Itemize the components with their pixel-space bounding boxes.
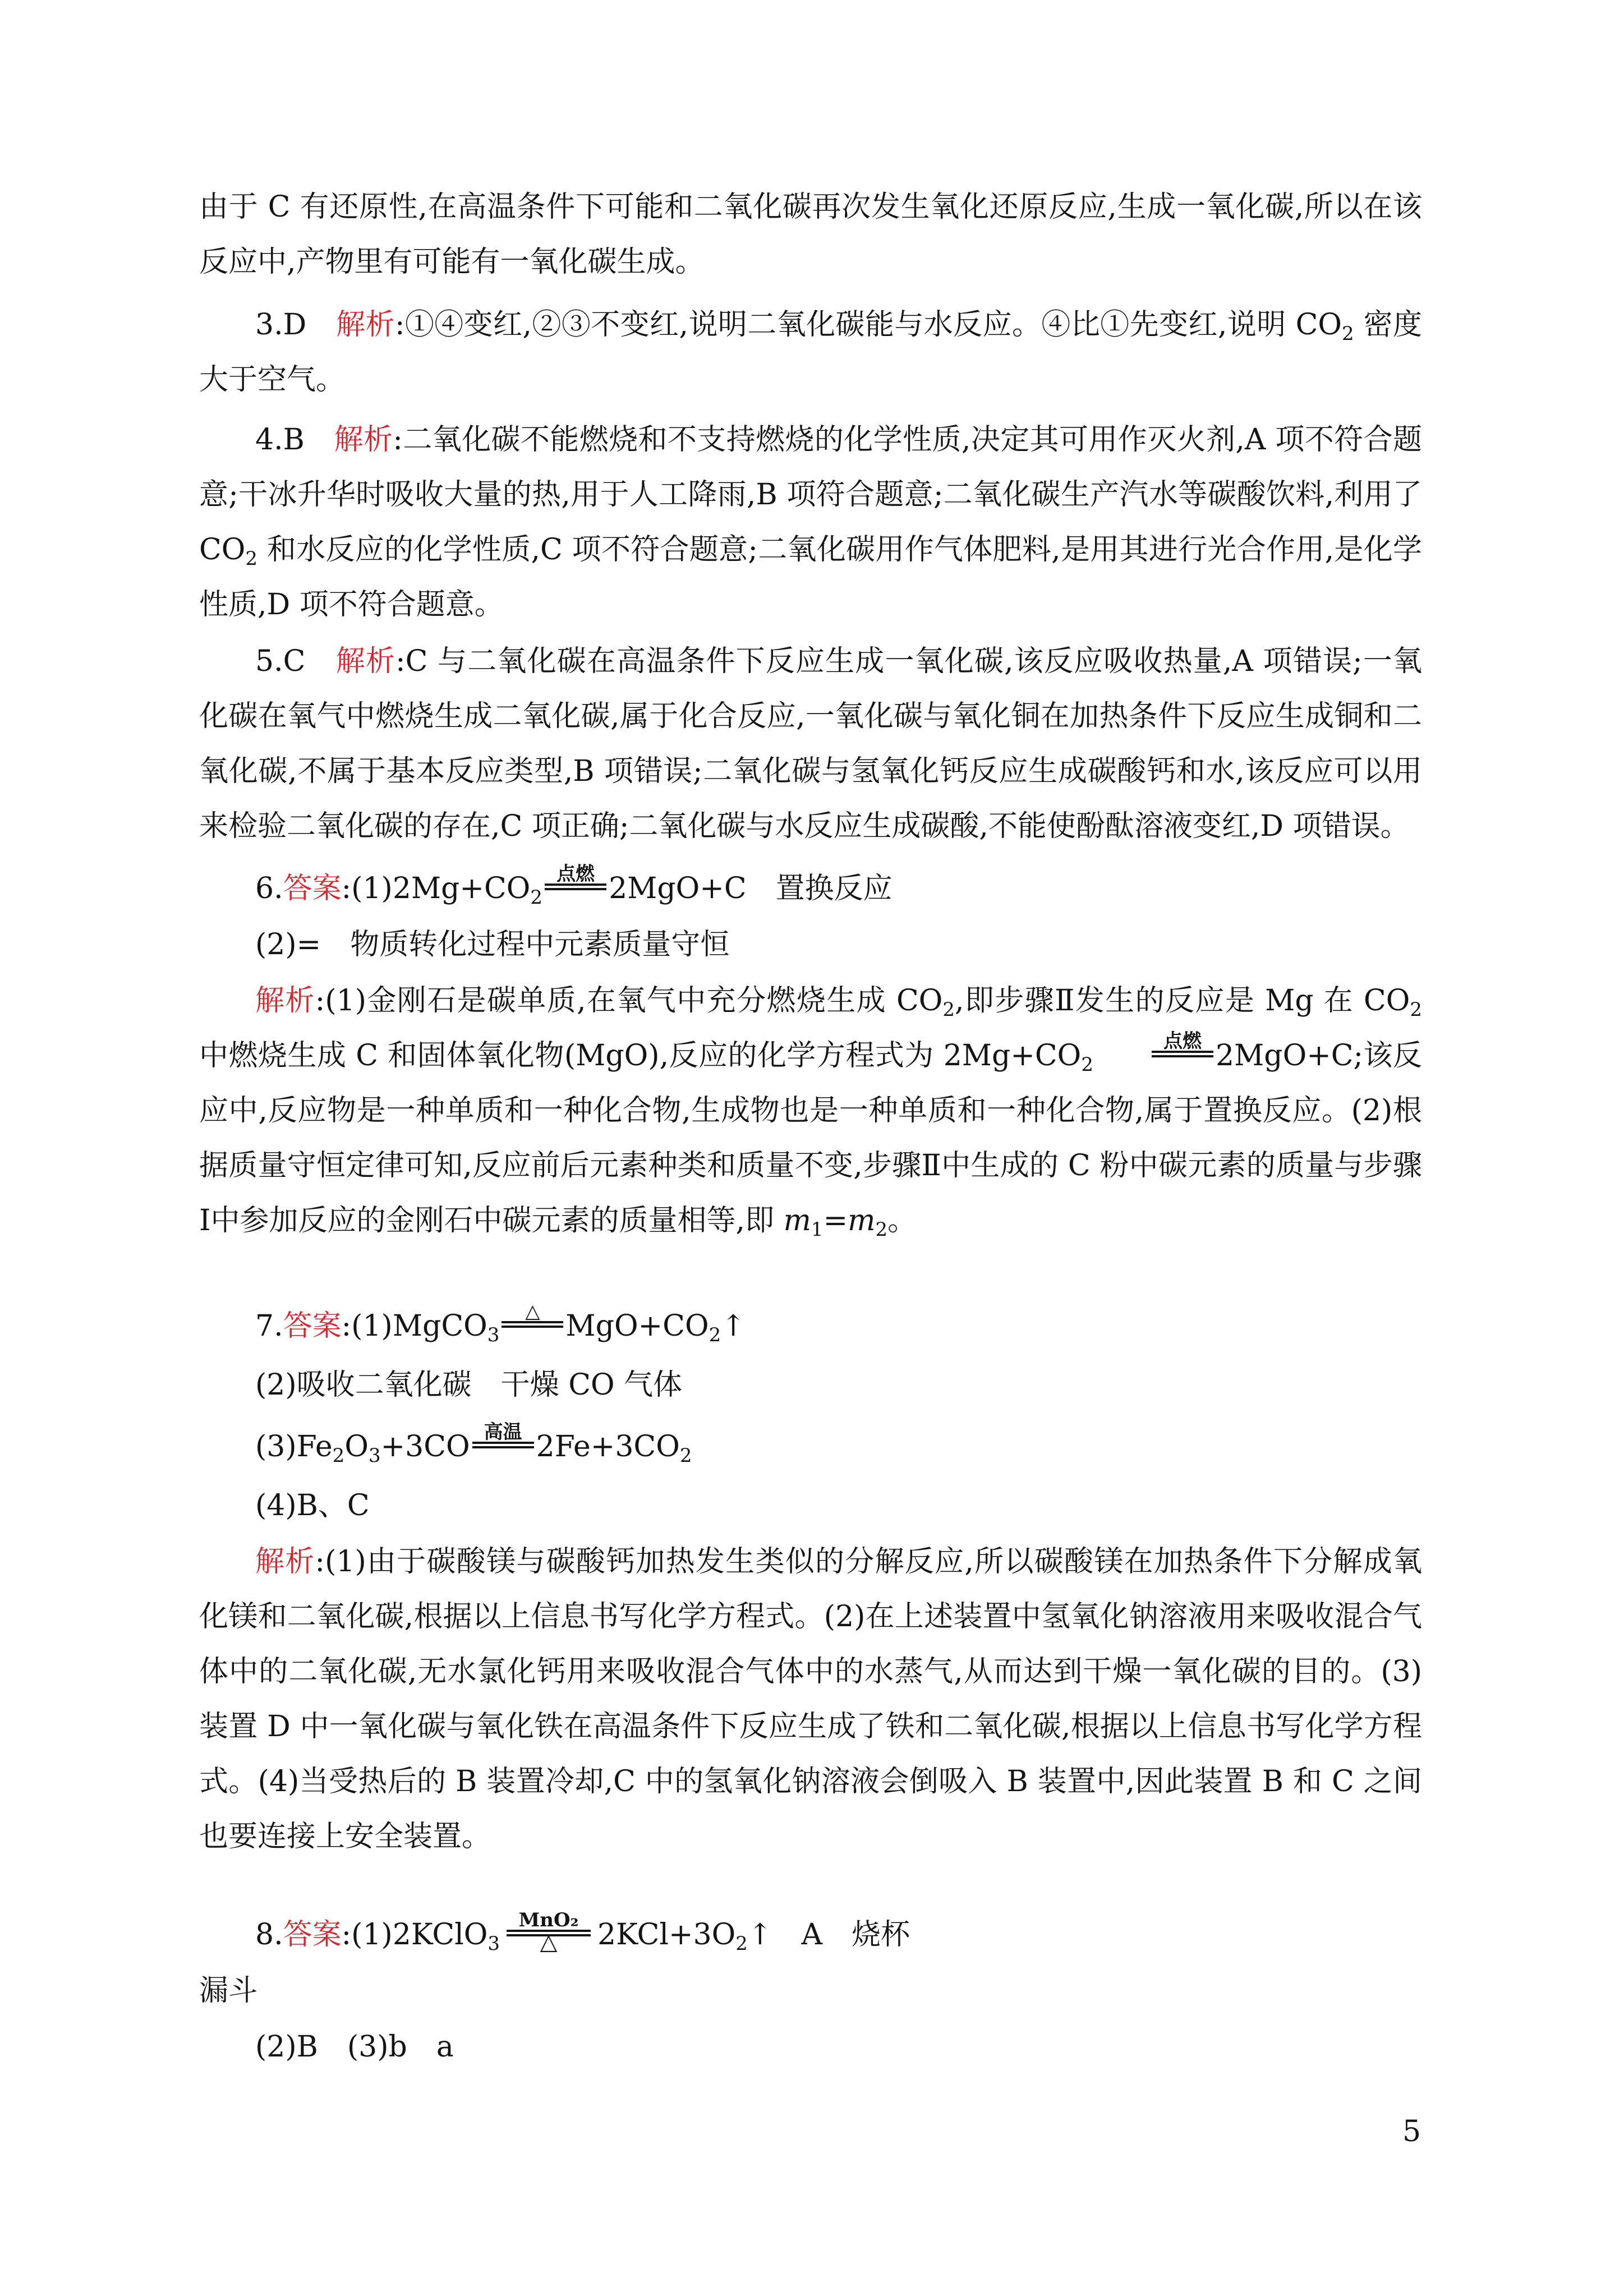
text-run: 和水反应的化学性质,C 项不符合题意;二氧化碳用作气体肥料,是用其进行光合作用,是化学性质,D 项不符合题意。 <box>199 533 1422 622</box>
answer-7-explanation <box>199 1534 1422 1864</box>
answer-3 <box>199 297 1422 407</box>
text-run: 2Fe+3CO <box>536 1430 680 1464</box>
reaction-condition <box>545 861 606 916</box>
analysis-label: 解析 <box>255 984 315 1018</box>
analysis-label: 解析 <box>334 423 393 457</box>
text-run: 6. <box>255 872 283 905</box>
reaction-condition <box>472 1419 534 1474</box>
answer-8-line-1 <box>255 1907 910 1962</box>
reaction-condition <box>502 1299 563 1354</box>
text-run: 8. <box>255 1918 283 1952</box>
catalyst-label: MnO₂ <box>518 1909 579 1931</box>
subscript: 2 <box>530 886 543 909</box>
analysis-label: 解析 <box>255 1545 315 1579</box>
subscript: 3 <box>487 1324 500 1346</box>
paragraph-continuation <box>199 180 1422 289</box>
text-run: (4)B、C <box>255 1489 370 1522</box>
subscript: 2 <box>1081 1053 1093 1076</box>
answer-6-line-1 <box>255 861 892 916</box>
text-run: ↑ A 烧杯 <box>747 1918 910 1952</box>
reaction-condition <box>1096 1028 1213 1083</box>
text-run: :①④变红,②③不变红,说明二氧化碳能与水反应。④比①先变红,说明 CO <box>394 308 1342 342</box>
condition-label: △ <box>525 1300 540 1323</box>
text-run: ,即步骤Ⅱ发生的反应是 Mg 在 CO <box>955 984 1410 1018</box>
analysis-label: 答案 <box>283 1918 342 1952</box>
condition-label: 点燃 <box>1163 1030 1202 1052</box>
text-run: = <box>823 1204 848 1237</box>
text-run: 2MgO+C;该反应中,反应物是一种单质和一种化合物,生成物也是一种单质和一种化合物,属于置换反应。(2)根据质量守恒定律可知,反应前后元素种类和质量不变,步骤Ⅱ中生成的 C 粉中碳元素的质量与步骤Ⅰ中参加反应的金刚石中碳元素的质量相等,即 <box>199 1039 1422 1237</box>
answer-7-line-2 <box>255 1358 682 1412</box>
text-run: 由于 C 有还原性,在高温条件下可能和二氧化碳再次发生氧化还原反应,生成一氧化碳,所以在该反应中,产物里有可能有一氧化碳生成。 <box>199 190 1422 279</box>
subscript: 2 <box>1410 999 1422 1021</box>
analysis-label: 解析 <box>336 308 395 342</box>
answer-8-line-3 <box>255 2019 454 2074</box>
subscript: 3 <box>487 1932 500 1955</box>
text-run: (3)Fe <box>255 1430 333 1464</box>
text-run: 。 <box>887 1204 917 1237</box>
text-run: 2KCl+3O <box>597 1918 736 1952</box>
text-run: :二氧化碳不能燃烧和不支持燃烧的化学性质,决定其可用作灭火剂,A 项不符合题意;干冰升华时吸收大量的热,用于人工降雨,B 项符合题意;二氧化碳生产汽水等碳酸饮料,利用了 CO <box>199 423 1422 567</box>
text-run: (2)B (3)b a <box>255 2030 454 2064</box>
subscript: 3 <box>368 1444 381 1467</box>
text-run: MgO+CO <box>565 1309 709 1343</box>
text-run: 5.C <box>255 645 336 678</box>
text-run: 2MgO+C 置换反应 <box>609 872 892 905</box>
analysis-label: 解析 <box>335 645 396 678</box>
answer-8-line-2 <box>199 1963 257 2018</box>
subscript: 2 <box>245 547 258 570</box>
text-run: :(1)MgCO <box>341 1309 487 1343</box>
text-run: 3.D <box>255 308 337 342</box>
reaction-condition <box>507 1907 591 1962</box>
answer-6-line-2 <box>255 917 729 972</box>
subscript: 2 <box>709 1324 721 1346</box>
text-run: 4.B <box>255 423 334 457</box>
text-run: 密度大于空气。 <box>199 308 1422 397</box>
text-run: O <box>344 1430 369 1464</box>
answer-6-explanation <box>199 973 1422 1248</box>
italic-variable: m <box>783 1204 811 1237</box>
subscript: 2 <box>875 1218 888 1241</box>
answer-5 <box>199 634 1422 854</box>
answer-7-line-3 <box>255 1419 692 1474</box>
answer-4 <box>199 412 1422 632</box>
text-run: :(1)2Mg+CO <box>341 872 531 905</box>
subscript: 2 <box>942 999 955 1021</box>
text-run: 7. <box>255 1309 283 1343</box>
analysis-label: 答案 <box>283 872 342 905</box>
text-run: +3CO <box>380 1430 470 1464</box>
text-run: :(1)2KClO <box>341 1918 488 1952</box>
subscript: 2 <box>332 1444 345 1467</box>
text-run: (2)吸收二氧化碳 干燥 CO 气体 <box>255 1368 683 1402</box>
text-run: 漏斗 <box>199 1974 258 2008</box>
text-run: (2)= 物质转化过程中元素质量守恒 <box>255 928 730 961</box>
condition-label: 点燃 <box>556 863 595 885</box>
text-run: ↑ <box>721 1309 746 1343</box>
condition-label: 高温 <box>484 1421 522 1443</box>
subscript: 2 <box>679 1444 692 1467</box>
page-number: 5 <box>1402 2115 1421 2148</box>
text-run: 中燃烧生成 C 和固体氧化物(MgO),反应的化学方程式为 2Mg+CO <box>199 1039 1082 1073</box>
subscript: 2 <box>735 1932 748 1955</box>
answer-7-line-4 <box>255 1478 370 1533</box>
subscript: 2 <box>1342 323 1354 345</box>
heat-condition-label: △ <box>540 1929 558 1955</box>
text-run: :(1)由于碳酸镁与碳酸钙加热发生类似的分解反应,所以碳酸镁在加热条件下分解成氧化镁和二氧化碳,根据以上信息书写化学方程式。(2)在上述装置中氢氧化钠溶液用来吸收混合气体中的二氧化碳,无水氯化钙用来吸收混合气体中的水蒸气,从而达到干燥一氧化碳的目的。(3)装置 D 中一氧化碳与氧化铁在高温条件下反应生成了铁和二氧化碳,根据以上信息书写化学方程式。(4)当受热后的 B 装置冷却,C 中的氢氧化钠溶液会倒吸入 B 装置中,因此装置 B 和 C 之间也要连接上安全装置。 <box>199 1545 1422 1853</box>
answer-7-line-1 <box>255 1299 746 1354</box>
text-run: :(1)金刚石是碳单质,在氧气中充分燃烧生成 CO <box>315 984 943 1018</box>
analysis-label: 答案 <box>283 1309 342 1343</box>
subscript: 1 <box>811 1218 823 1241</box>
text-run: :C 与二氧化碳在高温条件下反应生成一氧化碳,该反应吸收热量,A 项错误;一氧化碳在氧气中燃烧生成二氧化碳,属于化合反应,一氧化碳与氧化铜在加热条件下反应生成铜和二氧化碳,不属于基本反应类型,B 项错误;二氧化碳与氢氧化钙反应生成碳酸钙和水,该反应可以用来检验二氧化碳的存在,C 项正确;二氧化碳与水反应生成碳酸,不能使酚酞溶液变红,D 项错误。 <box>199 645 1422 843</box>
italic-variable: m <box>848 1204 876 1237</box>
